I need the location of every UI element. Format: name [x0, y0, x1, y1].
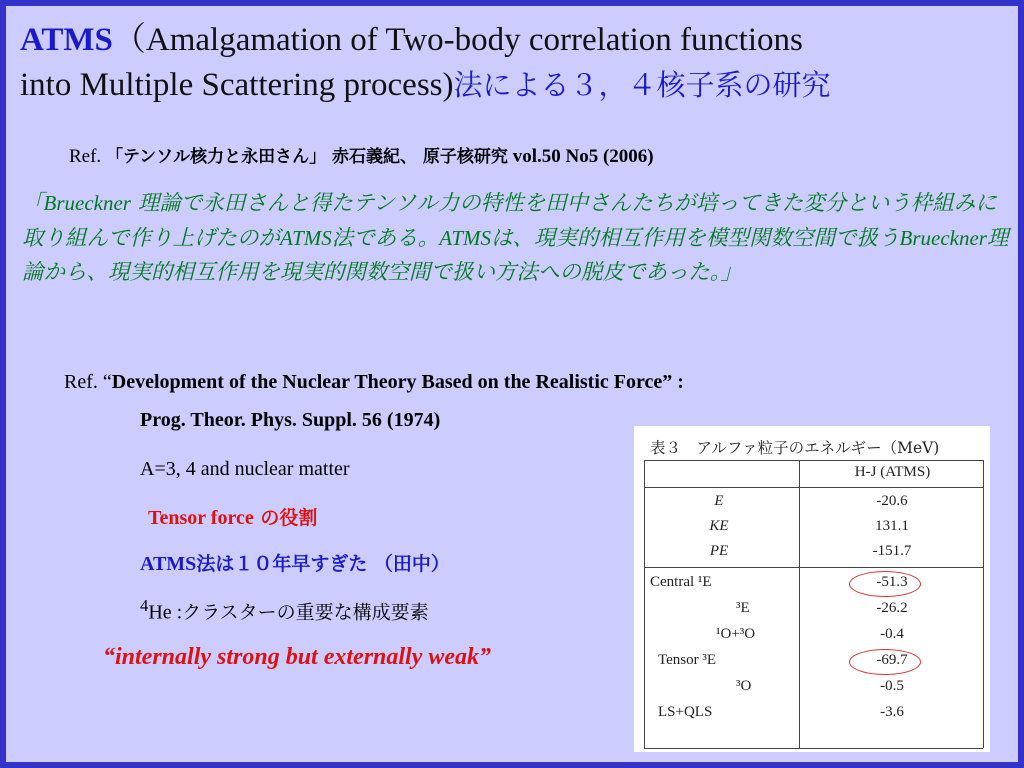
ref1-prefix: Ref. — [69, 146, 102, 167]
row-label: Central ¹E — [650, 574, 712, 590]
he-superscript: 4 — [140, 596, 149, 615]
row-label: ³E — [736, 600, 750, 616]
row-value: -0.5 — [880, 678, 904, 694]
row-label: ¹O+³O — [716, 626, 756, 642]
ref2-journal: Prog. Theor. Phys. Suppl. 56 (1974) — [140, 409, 441, 431]
line-atms-early — [140, 549, 450, 576]
row-value: -69.7 — [876, 652, 908, 668]
reference-2 — [64, 371, 684, 394]
quote-atms-1: ATMS — [280, 226, 332, 250]
row-label: PE — [709, 543, 729, 559]
energy-table — [644, 460, 983, 748]
table-header-row — [644, 461, 983, 487]
he-jp: クラスターの重要な構成要素 — [182, 601, 429, 624]
row-label: LS+QLS — [658, 704, 713, 720]
energy-table-image — [634, 426, 990, 752]
quote-brueckner-2: Brueckner — [899, 226, 987, 250]
row-value: 131.1 — [875, 518, 909, 534]
ref1-jp: 「テンソル核力と永田さん」 赤石義紀、 原子核研究 — [105, 147, 508, 167]
line-a-nuclear-matter: A=3, 4 and nuclear matter — [140, 458, 350, 480]
title-atms: ATMS — [20, 22, 113, 58]
quote-text-4: 理論から、現実的相互作用を現実的関数空間で扱い方法への脱皮であった。」 — [22, 226, 1009, 285]
row-value: -26.2 — [876, 600, 908, 616]
table-row — [644, 623, 983, 649]
ref2-prefix: Ref. “ — [64, 371, 112, 393]
table-row — [644, 597, 983, 623]
title-line2: into Multiple Scattering process) — [20, 67, 454, 103]
row-label: E — [714, 493, 724, 509]
table-row — [644, 540, 983, 566]
atms-jp: 法は１０年早すぎた （田中） — [196, 553, 450, 575]
table-header: H-J (ATMS) — [854, 464, 931, 480]
row-label: ³O — [736, 678, 752, 694]
table-row — [644, 649, 983, 675]
table-row — [644, 571, 983, 597]
row-label: KE — [709, 518, 729, 534]
reference-1 — [69, 142, 654, 168]
title-jp: 法による３，４核子系の研究 — [453, 68, 831, 102]
ref1-vol: vol.50 No5 (2006) — [512, 146, 654, 167]
line-internally-strong: “internally strong but externally weak” — [103, 644, 492, 670]
row-value: -51.3 — [876, 574, 908, 590]
quote-text-1: 理論で永田さんと得たテンソル力の特性を田中さんたちが培ってきた変分という枠組みに取り組んで作り上げたのが — [22, 191, 997, 251]
line-he-cluster — [140, 596, 429, 625]
table-row — [644, 515, 983, 541]
slide-title — [20, 18, 1010, 108]
tensor-jp: の役割 — [253, 507, 318, 529]
tensor-en: Tensor force — [148, 507, 254, 529]
line-tensor-role — [148, 503, 317, 530]
row-value: -3.6 — [880, 704, 904, 720]
table-row — [644, 701, 983, 727]
row-value: -151.7 — [872, 543, 912, 559]
quote-brueckner-1: Brueckner — [43, 191, 131, 215]
row-label: Tensor ³E — [658, 652, 717, 668]
quote-atms-2: ATMS — [439, 226, 491, 250]
title-line1: Amalgamation of Two-body correlation functions — [145, 22, 803, 58]
quote-text-2: 法である。 — [331, 226, 440, 251]
ref2-title: Development of the Nuclear Theory Based on the Realistic Force” : — [111, 371, 684, 393]
slide — [6, 6, 1018, 762]
row-value: -0.4 — [880, 626, 904, 642]
table-row — [644, 490, 983, 516]
table-row — [644, 675, 983, 701]
title-paren: （ — [112, 22, 146, 58]
quote-open: 「 — [22, 191, 44, 216]
table-caption: 表３ アルファ粒子のエネルギー（MeV) — [650, 439, 940, 457]
he-label: He : — [148, 601, 183, 624]
quote-block — [22, 186, 1012, 290]
quote-text-3: は、現実的相互作用を模型関数空間で扱う — [491, 226, 900, 251]
row-value: -20.6 — [876, 493, 908, 509]
atms-en: ATMS — [140, 553, 197, 575]
